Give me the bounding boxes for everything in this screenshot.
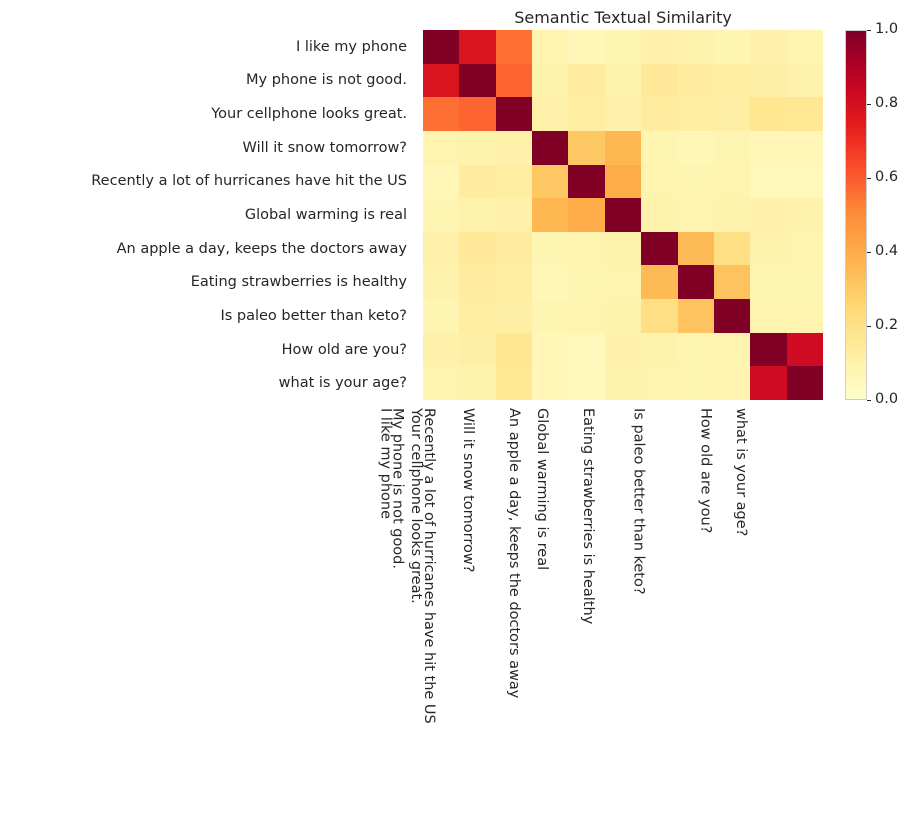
heatmap-cell: [605, 333, 641, 367]
y-axis-tick-label: Is paleo better than keto?: [220, 307, 407, 324]
heatmap-cell: [496, 232, 532, 266]
heatmap-cell: [605, 299, 641, 333]
colorbar-tick-mark: [867, 104, 871, 105]
heatmap-cell: [641, 232, 677, 266]
heatmap-cell: [423, 366, 459, 400]
colorbar-tick: [867, 391, 907, 407]
y-axis-tick-label: Your cellphone looks great.: [211, 106, 407, 123]
heatmap-cell: [532, 198, 568, 232]
heatmap-cell: [568, 366, 604, 400]
heatmap-cell: [750, 30, 786, 64]
heatmap-cell: [641, 97, 677, 131]
colorbar-tick-mark: [867, 178, 871, 179]
heatmap-cell: [568, 30, 604, 64]
colorbar-tick-label: 1.0: [875, 21, 899, 37]
heatmap-cell: [787, 131, 823, 165]
heatmap-cell: [678, 299, 714, 333]
heatmap-cell: [459, 30, 495, 64]
heatmap-cell: [641, 165, 677, 199]
heatmap-cell: [459, 97, 495, 131]
y-axis-tick-label: How old are you?: [281, 341, 407, 358]
heatmap-cell: [532, 299, 568, 333]
heatmap-cell: [459, 64, 495, 98]
heatmap-cell: [423, 198, 459, 232]
heatmap-cell: [532, 131, 568, 165]
heatmap-cell: [714, 165, 750, 199]
heatmap-cell: [750, 299, 786, 333]
colorbar-tick-mark: [867, 400, 871, 401]
heatmap-cell: [423, 333, 459, 367]
heatmap-cell: [605, 366, 641, 400]
colorbar-tick-label: 0.4: [875, 243, 899, 259]
heatmap-cell: [423, 265, 459, 299]
heatmap-cell: [532, 30, 568, 64]
heatmap-cell: [714, 232, 750, 266]
heatmap-cell: [459, 165, 495, 199]
colorbar-tick-label: 0.2: [875, 317, 899, 333]
heatmap-cell: [787, 165, 823, 199]
y-axis-tick-label: My phone is not good.: [246, 72, 407, 89]
heatmap-cell: [568, 165, 604, 199]
heatmap-cell: [459, 265, 495, 299]
heatmap-cell: [532, 333, 568, 367]
heatmap-cell: [678, 131, 714, 165]
heatmap-cell: [678, 232, 714, 266]
x-axis-tick-label: Recently a lot of hurricanes have hit the US: [420, 408, 437, 724]
x-axis-tick-labels: [377, 400, 823, 820]
heatmap-cell: [641, 366, 677, 400]
heatmap-cell: [641, 265, 677, 299]
heatmap-cell: [496, 265, 532, 299]
heatmap-cell: [568, 198, 604, 232]
heatmap-cell: [423, 165, 459, 199]
heatmap-cell: [459, 198, 495, 232]
heatmap-cell: [787, 198, 823, 232]
heatmap-cell: [459, 333, 495, 367]
x-axis-tick-label: Global warming is real: [533, 408, 550, 571]
heatmap-cell: [641, 333, 677, 367]
heatmap-cell: [568, 265, 604, 299]
heatmap-cell: [605, 232, 641, 266]
heatmap-cell: [714, 265, 750, 299]
heatmap-cell: [532, 265, 568, 299]
y-axis-tick-label: An apple a day, keeps the doctors away: [116, 240, 407, 257]
heatmap-cell: [605, 30, 641, 64]
heatmap-cell: [605, 265, 641, 299]
heatmap-cell: [787, 64, 823, 98]
heatmap-cell: [714, 64, 750, 98]
heatmap-cell: [641, 64, 677, 98]
heatmap-cell: [750, 198, 786, 232]
heatmap-cell: [423, 97, 459, 131]
heatmap-cell: [678, 333, 714, 367]
heatmap-cell: [678, 165, 714, 199]
page-title: Semantic Textual Similarity: [514, 8, 732, 27]
heatmap-cell: [714, 131, 750, 165]
heatmap-cell: [678, 97, 714, 131]
heatmap-cell: [532, 165, 568, 199]
heatmap-cell: [496, 97, 532, 131]
heatmap-cell: [532, 366, 568, 400]
heatmap-cell: [605, 131, 641, 165]
x-axis-tick-label: Is paleo better than keto?: [630, 408, 647, 595]
heatmap-cell: [787, 299, 823, 333]
heatmap-cell: [568, 97, 604, 131]
heatmap-cell: [787, 97, 823, 131]
heatmap-cell: [532, 97, 568, 131]
heatmap-cell: [641, 198, 677, 232]
heatmap-cell: [678, 366, 714, 400]
heatmap-cell: [641, 30, 677, 64]
heatmap-cell: [568, 64, 604, 98]
heatmap-cell: [678, 265, 714, 299]
y-axis-tick-label: Will it snow tomorrow?: [242, 139, 407, 156]
x-axis-tick-label-slot: [732, 400, 823, 820]
colorbar-tick: [867, 21, 907, 37]
heatmap-cell: [641, 131, 677, 165]
x-axis-tick-label: How old are you?: [697, 408, 714, 534]
heatmap-cell: [423, 131, 459, 165]
heatmap-cell: [605, 198, 641, 232]
y-axis-tick-labels: [0, 30, 415, 400]
heatmap-cell: [423, 299, 459, 333]
heatmap-cell: [459, 299, 495, 333]
heatmap-cell: [605, 64, 641, 98]
heatmap-cell: [750, 131, 786, 165]
heatmap-cell: [678, 198, 714, 232]
heatmap-cell: [750, 232, 786, 266]
y-axis-tick-label: Recently a lot of hurricanes have hit the US: [91, 173, 407, 190]
heatmap-cell: [714, 333, 750, 367]
heatmap-plot-area: [423, 30, 823, 400]
x-axis-tick-label: what is your age?: [732, 408, 749, 537]
heatmap-cell: [787, 333, 823, 367]
x-axis-tick-label: I like my phone: [377, 408, 394, 520]
colorbar-tick: [867, 243, 907, 259]
heatmap-cell: [641, 299, 677, 333]
heatmap-cell: [787, 232, 823, 266]
heatmap-cell: [750, 265, 786, 299]
heatmap-cell: [496, 198, 532, 232]
y-axis-tick-label: Eating strawberries is healthy: [190, 274, 407, 291]
heatmap-cell: [787, 265, 823, 299]
heatmap-grid: [423, 30, 823, 400]
heatmap-cell: [678, 30, 714, 64]
colorbar-tick-mark: [867, 326, 871, 327]
heatmap-cell: [496, 64, 532, 98]
x-axis-tick-label: An apple a day, keeps the doctors away: [506, 408, 523, 699]
heatmap-cell: [496, 333, 532, 367]
heatmap-cell: [532, 64, 568, 98]
heatmap-cell: [496, 165, 532, 199]
heatmap-cell: [568, 131, 604, 165]
colorbar-tick-mark: [867, 30, 871, 31]
heatmap-cell: [750, 64, 786, 98]
heatmap-cell: [605, 97, 641, 131]
x-axis-tick-label: Your cellphone looks great.: [408, 408, 424, 604]
heatmap-cell: [678, 64, 714, 98]
heatmap-cell: [423, 30, 459, 64]
x-axis-tick-label: Will it snow tomorrow?: [460, 408, 477, 573]
heatmap-cell: [750, 333, 786, 367]
colorbar-tick-label: 0.8: [875, 95, 899, 111]
heatmap-cell: [714, 198, 750, 232]
y-axis-tick-label: Global warming is real: [244, 207, 407, 224]
y-axis-tick-label: what is your age?: [278, 375, 407, 392]
y-axis-tick-label: I like my phone: [295, 38, 407, 55]
colorbar-tick: [867, 169, 907, 185]
heatmap-cell: [496, 131, 532, 165]
heatmap-cell: [787, 30, 823, 64]
heatmap-cell: [496, 366, 532, 400]
colorbar-tick-mark: [867, 252, 871, 253]
heatmap-cell: [714, 97, 750, 131]
colorbar: [845, 21, 905, 407]
colorbar-tick: [867, 317, 907, 333]
heatmap-cell: [496, 30, 532, 64]
heatmap-cell: [714, 299, 750, 333]
heatmap-cell: [568, 232, 604, 266]
heatmap-cell: [568, 333, 604, 367]
heatmap-cell: [496, 299, 532, 333]
heatmap-cell: [750, 366, 786, 400]
heatmap-cell: [714, 366, 750, 400]
heatmap-cell: [714, 30, 750, 64]
heatmap-cell: [750, 165, 786, 199]
colorbar-tick: [867, 95, 907, 111]
colorbar-tick-label: 0.6: [875, 169, 899, 185]
x-axis-tick-label: Eating strawberries is healthy: [579, 408, 596, 625]
heatmap-cell: [750, 97, 786, 131]
heatmap-cell: [568, 299, 604, 333]
heatmap-cell: [459, 131, 495, 165]
heatmap-cell: [532, 232, 568, 266]
colorbar-gradient: [845, 30, 867, 400]
heatmap-cell: [423, 232, 459, 266]
heatmap-cell: [423, 64, 459, 98]
heatmap-cell: [459, 232, 495, 266]
heatmap-cell: [787, 366, 823, 400]
x-axis-tick-label: My phone is not good.: [389, 408, 406, 569]
heatmap-cell: [605, 165, 641, 199]
colorbar-tick-label: 0.0: [875, 391, 899, 407]
heatmap-cell: [459, 366, 495, 400]
